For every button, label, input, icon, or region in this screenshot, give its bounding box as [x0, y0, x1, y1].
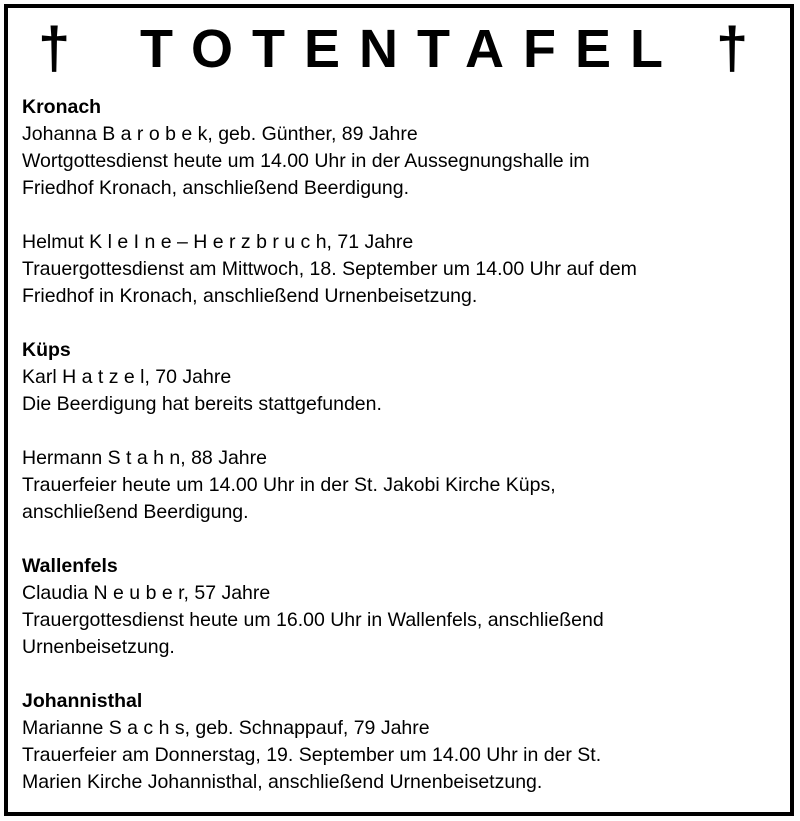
obituary-notice: [4, 4, 794, 816]
section-wallenfels: [22, 553, 782, 661]
entry-name: Karl H a t z e l, 70 Jahre: [22, 366, 232, 388]
entry-name: Marianne S a c h s, geb. Schnappauf, 79 Jahre: [22, 717, 430, 739]
section-kueps: [22, 337, 782, 526]
place-heading: Küps: [22, 339, 71, 361]
entry-name: Claudia N e u b e r, 57 Jahre: [22, 582, 271, 604]
notice-list: [22, 94, 782, 796]
page-title: TOTENTAFEL: [140, 19, 682, 79]
section-johannisthal: [22, 688, 782, 796]
entry-name: Helmut K l e I n e – H e r z b r u c h, 71 Jahre: [22, 231, 414, 253]
entry-detail: Trauerfeier am Donnerstag, 19. September um 14.00 Uhr in der St.: [22, 744, 602, 766]
entry-detail: Trauergottesdienst am Mittwoch, 18. September um 14.00 Uhr auf dem: [22, 258, 637, 280]
cross-right-icon: †: [716, 16, 749, 81]
section-kronach: [22, 94, 782, 310]
header: [8, 8, 790, 88]
entry-detail: Die Beerdigung hat bereits stattgefunden.: [22, 393, 382, 415]
entry-detail: Trauergottesdienst heute um 16.00 Uhr in Wallenfels, anschließend: [22, 609, 604, 631]
entry: [22, 364, 782, 418]
entry-detail: Wortgottesdienst heute um 14.00 Uhr in der Aussegnungshalle im: [22, 150, 590, 172]
entry-detail: Friedhof Kronach, anschließend Beerdigung.: [22, 177, 409, 199]
entry-detail: Trauerfeier heute um 14.00 Uhr in der St. Jakobi Kirche Küps,: [22, 474, 556, 496]
entry: [22, 229, 782, 310]
entry: [22, 580, 782, 661]
entry: [22, 445, 782, 526]
cross-left-icon: †: [38, 16, 71, 81]
entry-detail: Marien Kirche Johannisthal, anschließend Urnenbeisetzung.: [22, 771, 543, 793]
entry-name: Johanna B a r o b e k, geb. Günther, 89 Jahre: [22, 123, 418, 145]
entry: [22, 715, 782, 796]
place-heading: Johannisthal: [22, 690, 143, 712]
place-heading: Kronach: [22, 96, 102, 118]
entry: [22, 121, 782, 202]
entry-detail: Urnenbeisetzung.: [22, 636, 175, 658]
place-heading: Wallenfels: [22, 555, 118, 577]
entry-detail: Friedhof in Kronach, anschließend Urnenbeisetzung.: [22, 285, 478, 307]
entry-name: Hermann S t a h n, 88 Jahre: [22, 447, 267, 469]
entry-detail: anschließend Beerdigung.: [22, 501, 249, 523]
